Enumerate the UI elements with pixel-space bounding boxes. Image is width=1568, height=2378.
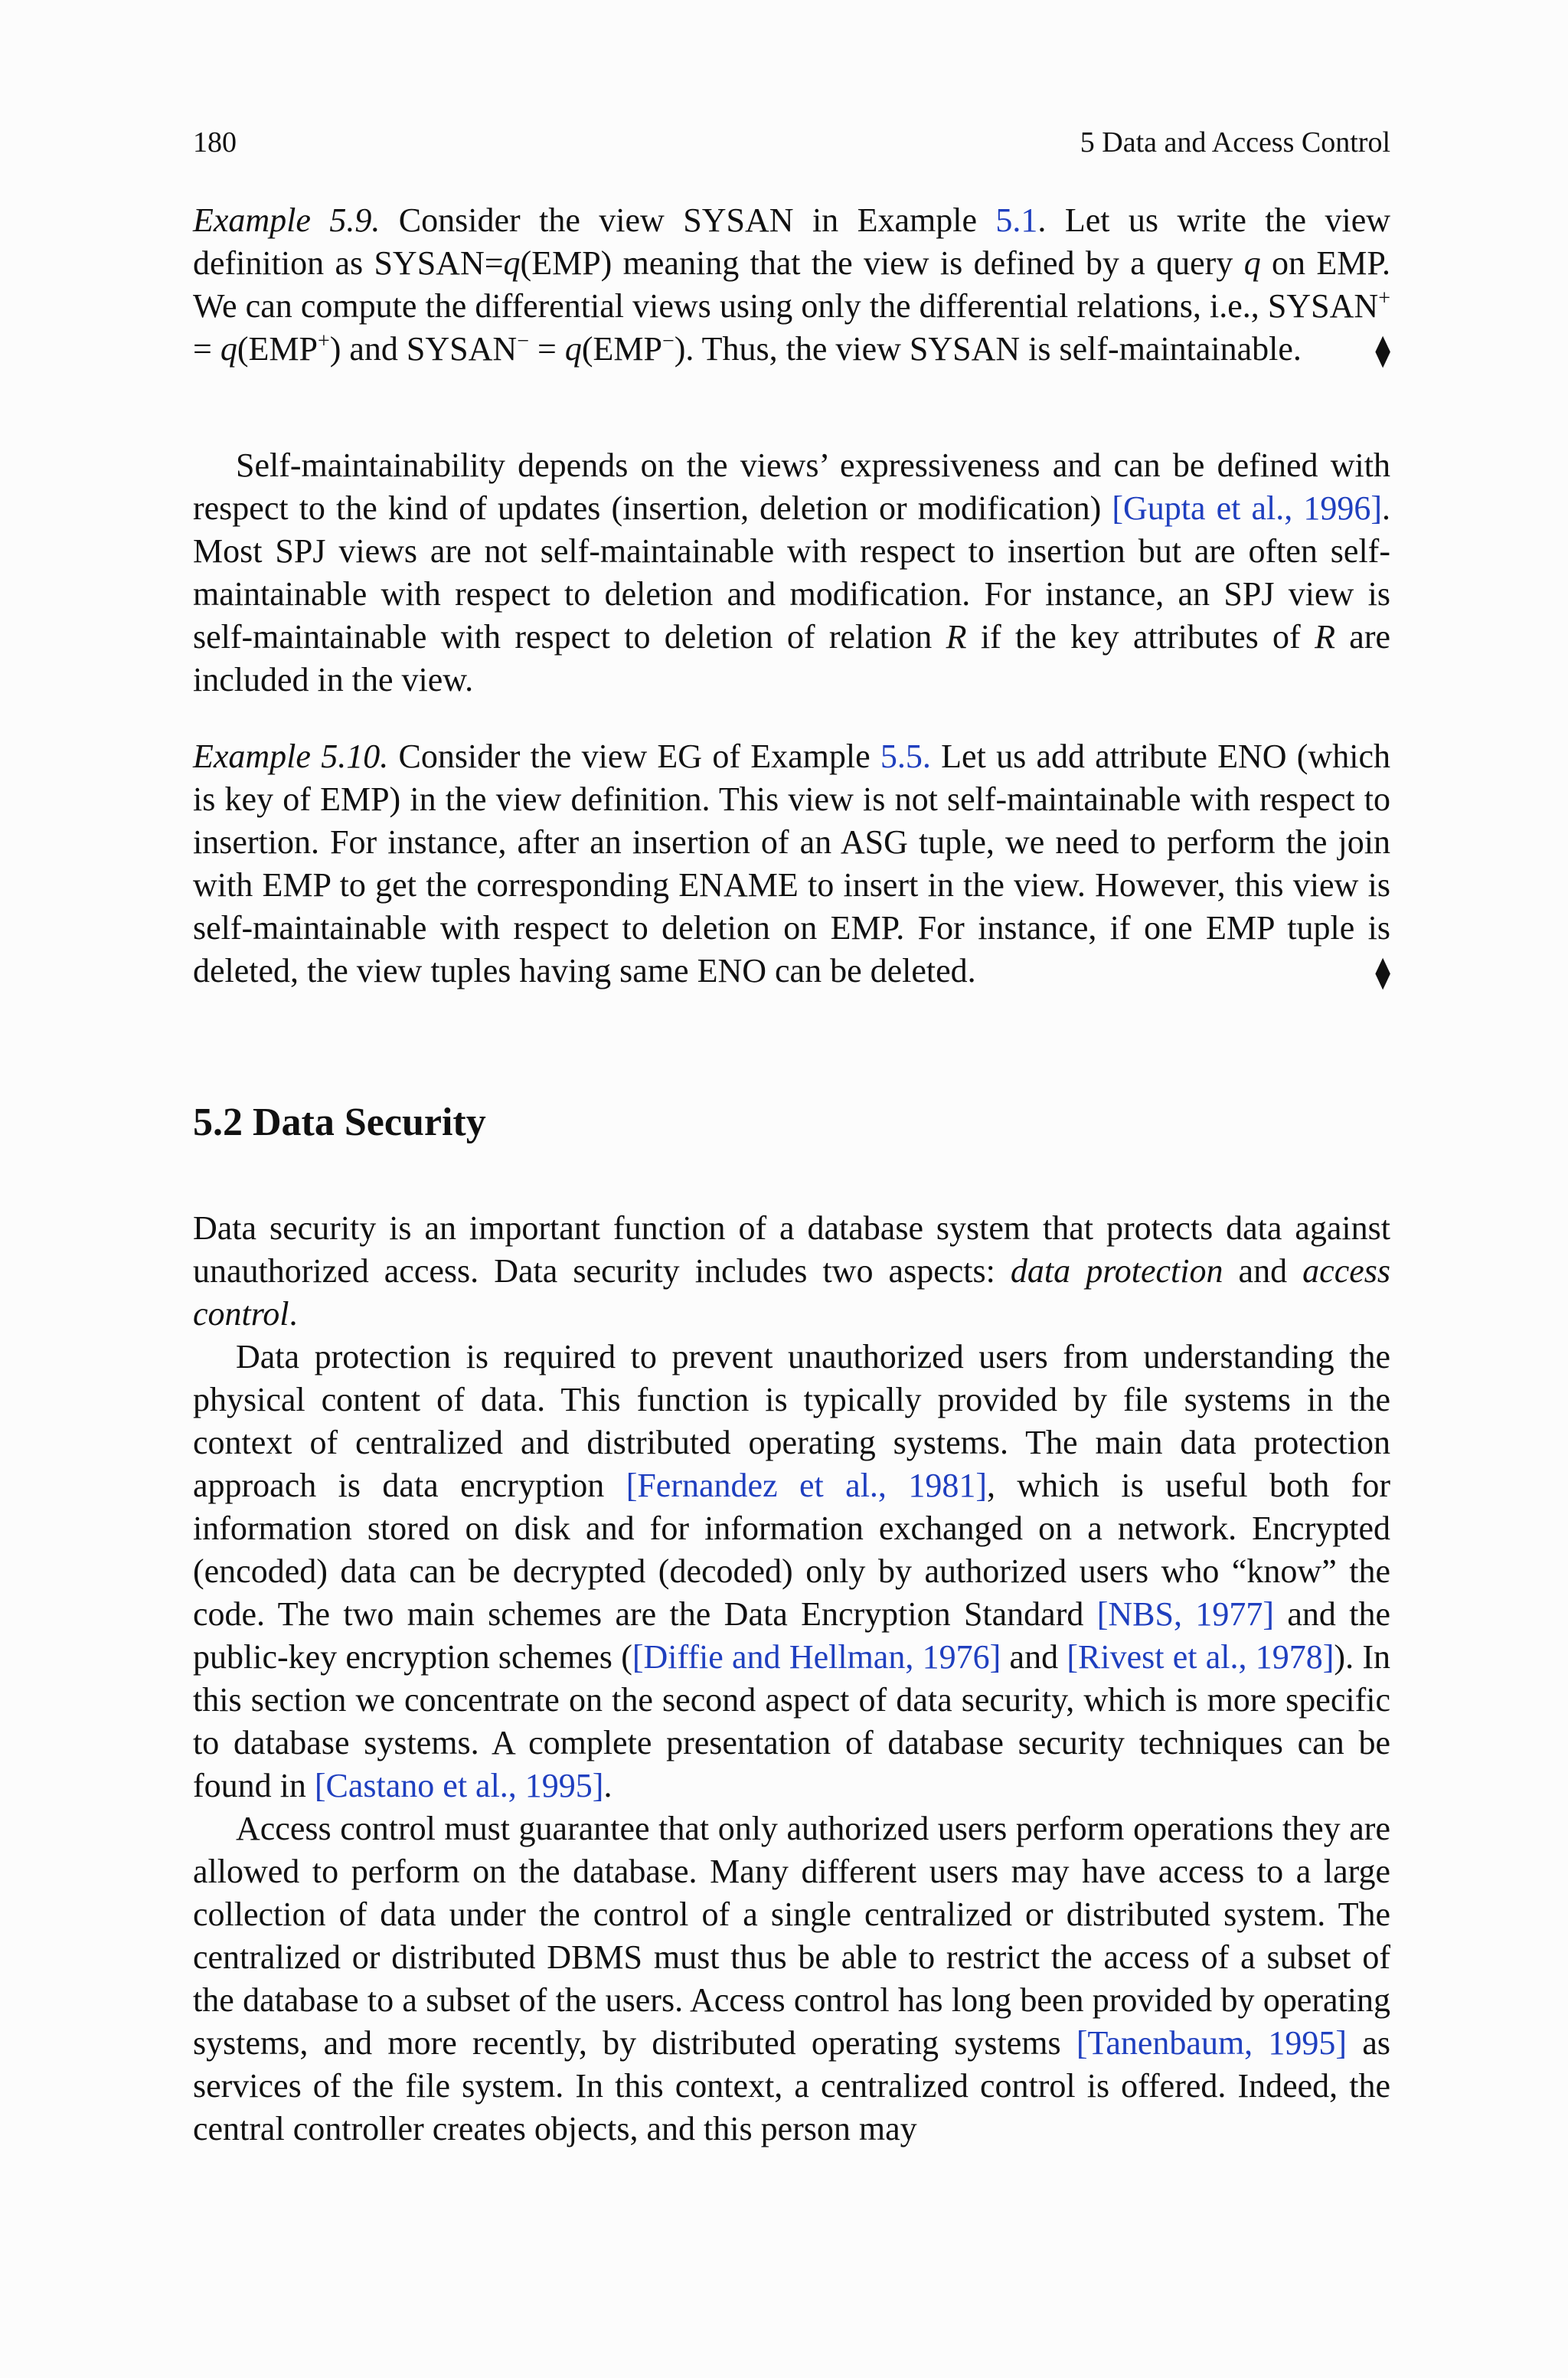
text: Data security is an important function of a database system that protects data against unauthorized access. Data security includes two aspects:: [193, 1209, 1390, 1290]
example-5-9: [193, 199, 1390, 372]
text: Self-maintainability depends on the views’ expressiveness and can be defined with respect to the kind of updates (insertion, deletion or modification): [193, 446, 1390, 527]
text: as services of the file system. In this context, a centralized control is offered. Indeed, the central controller creates objects, and this person may: [193, 2024, 1391, 2147]
text: Consider the view EG of Example: [388, 738, 880, 775]
emphasis: access control: [193, 1252, 1391, 1333]
text: =: [193, 330, 220, 368]
text: . Let us write the view definition as SYSAN=: [193, 201, 1391, 282]
text: (EMP: [237, 330, 318, 368]
math-q: q: [1243, 244, 1261, 282]
text: Consider the view SYSAN in Example: [380, 201, 996, 239]
text: and: [1001, 1638, 1067, 1676]
paragraph-self-maintainability: [193, 444, 1390, 702]
section-title: 5.2 Data Security: [193, 1101, 486, 1144]
text: ). In this section we concentrate on the second aspect of data security, which is more specific to database systems. A complete presentation of database security techniques can be found in: [193, 1638, 1390, 1804]
example-label: Example 5.10.: [193, 738, 389, 775]
page-number: 180: [193, 126, 237, 159]
text: and the public-key encryption schemes (: [193, 1595, 1390, 1676]
qed-diamond-icon: ⧫: [1375, 333, 1390, 368]
text: ) and SYSAN: [329, 330, 518, 368]
citation-link[interactable]: [Castano et al., 1995]: [314, 1767, 604, 1804]
paragraph-data-protection: [193, 1336, 1390, 1807]
text: .: [289, 1295, 298, 1333]
superscript-minus: −: [517, 329, 529, 353]
example-label: Example 5.9.: [193, 201, 381, 239]
cross-ref-link[interactable]: 5.1: [995, 201, 1038, 239]
page-header: [193, 126, 1390, 164]
text: ). Thus, the view SYSAN is self-maintainable.: [674, 330, 1302, 368]
text: , which is useful both for information stored on disk and for information exchanged on a network. Encrypted (encoded) data can be decrypted (decoded) only by authorized users who “know” the code. The two main schemes are the Data Encryption Standard: [193, 1467, 1390, 1633]
text: =: [529, 330, 565, 368]
math-q: q: [564, 330, 582, 368]
citation-link[interactable]: [Tanenbaum, 1995]: [1076, 2024, 1348, 2062]
text: Access control must guarantee that only authorized users perform operations they are allowed to perform on the database. Many different users may have access to a large collection of data under the control of a single centralized or distributed system. The centralized or distributed DBMS must thus be able to restrict the access of a subset of the database to a subset of the users. Access control has long been provided by operating systems, and more recently, by distributed operating systems: [193, 1810, 1390, 2062]
math-r: R: [1315, 618, 1335, 656]
text: . Most SPJ views are not self-maintainable with respect to insertion but are often self-maintainable with respect to deletion and modification. For instance, an SPJ view is self-maintainable with respect to deletion of relation: [193, 489, 1391, 656]
text: if the key attributes of: [966, 618, 1315, 656]
emphasis: data protection: [1010, 1252, 1223, 1290]
math-r: R: [946, 618, 967, 656]
section-heading: [193, 1100, 1390, 1146]
text: on EMP. We can compute the differential views using only the differential relations, i.e., SYSAN: [193, 244, 1390, 325]
superscript-minus: −: [662, 329, 675, 353]
text: (EMP: [581, 330, 662, 368]
superscript-plus: +: [1378, 286, 1390, 310]
running-head: 5 Data and Access Control: [1080, 126, 1390, 159]
example-5-10: [193, 735, 1390, 994]
text: .: [603, 1767, 612, 1804]
citation-link[interactable]: [Fernandez et al., 1981]: [626, 1467, 987, 1504]
paragraph-access-control: [193, 1807, 1390, 2151]
citation-link[interactable]: [Rivest et al., 1978]: [1067, 1638, 1334, 1676]
cross-ref-link[interactable]: 5.5.: [880, 738, 931, 775]
math-q: q: [220, 330, 237, 368]
paragraph-intro: [193, 1207, 1390, 1336]
text: (EMP) meaning that the view is defined by a query: [520, 244, 1244, 282]
text: Let us add attribute ENO (which is key of EMP) in the view definition. This view is not self-maintainable with respect to insertion. For instance, after an insertion of an ASG tuple, we need to perform the join with EMP to get the corresponding ENAME to insert in the view. However, this view is self-maintainable with respect to deletion on EMP. For instance, if one EMP tuple is deleted, the view tuples having same ENO can be deleted.: [193, 738, 1390, 989]
section-body: [193, 1207, 1390, 2151]
math-q: q: [503, 244, 521, 282]
text: and: [1223, 1252, 1303, 1290]
qed-diamond-icon: ⧫: [1375, 955, 1390, 989]
citation-link[interactable]: [Gupta et al., 1996]: [1112, 489, 1383, 527]
superscript-plus: +: [317, 329, 330, 353]
text: are included in the view.: [193, 618, 1391, 698]
text: Data protection is required to prevent unauthorized users from understanding the physical content of data. This function is typically provided by file systems in the context of centralized and distributed operating systems. The main data protection approach is data encryption: [193, 1338, 1390, 1504]
citation-link[interactable]: [NBS, 1977]: [1096, 1595, 1274, 1633]
citation-link[interactable]: [Diffie and Hellman, 1976]: [632, 1638, 1001, 1676]
